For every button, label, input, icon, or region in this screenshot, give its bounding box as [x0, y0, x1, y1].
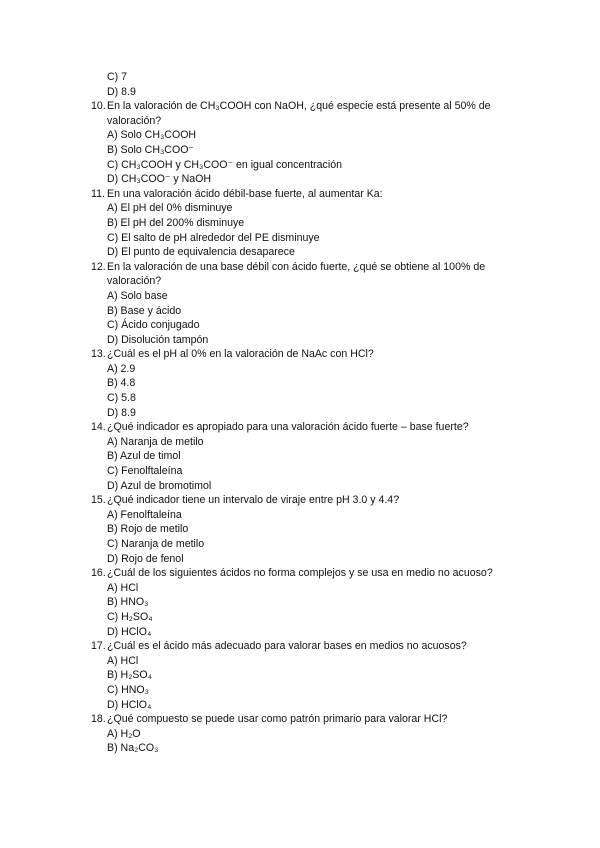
question-text: ¿Qué indicador tiene un intervalo de viraje entre pH 3.0 y 4.4?	[107, 494, 400, 507]
question-text: En la valoración de una base débil con ácido fuerte, ¿qué se obtiene al 100% de	[107, 260, 486, 273]
question-row	[91, 347, 521, 362]
option: C) 5.8	[107, 392, 136, 405]
option: A) Fenolftaleína	[107, 508, 182, 521]
question-row	[91, 260, 521, 275]
question-text: En la valoración de CH₃COOH con NaOH, ¿qué especie está presente al 50% de	[107, 100, 491, 113]
question-text-continuation: valoración?	[107, 114, 162, 127]
question-row	[91, 493, 521, 508]
option: B) H₂SO₄	[107, 669, 152, 682]
question-block	[91, 639, 521, 712]
question-number: 12.	[91, 260, 106, 273]
question-row	[91, 99, 521, 114]
question-block	[91, 347, 521, 420]
question-block	[91, 712, 521, 756]
question-number: 17.	[91, 640, 106, 653]
option: D) HClO₄	[107, 698, 152, 711]
question-number: 15.	[91, 494, 106, 507]
option: B) HNO₃	[107, 596, 149, 609]
question-block	[91, 187, 521, 260]
question-block	[91, 99, 521, 187]
option: A) HCl	[107, 654, 139, 667]
question-row	[91, 420, 521, 435]
question-number: 16.	[91, 567, 106, 580]
question-block	[91, 420, 521, 493]
option: A) H₂O	[107, 727, 141, 740]
question-number: 13.	[91, 348, 106, 361]
option: C) H₂SO₄	[107, 610, 153, 623]
question-text: ¿Qué compuesto se puede usar como patrón primario para valorar HCl?	[107, 713, 448, 726]
question-block	[91, 260, 521, 348]
option: D) 8.9	[107, 406, 136, 419]
question-block	[91, 493, 521, 566]
option: A) El pH del 0% disminuye	[107, 202, 233, 215]
question-number: 18.	[91, 713, 106, 726]
option: C) Naranja de metilo	[107, 538, 205, 550]
option: D) HClO₄	[107, 625, 152, 638]
option: B) Na₂CO₃	[107, 742, 159, 755]
option: D) El punto de equivalencia desaparece	[107, 246, 295, 259]
option: B) Base y ácido	[107, 304, 182, 317]
previous-question-options	[91, 70, 521, 99]
option: C) Fenolftaleína	[107, 465, 183, 478]
option: A) 2.9	[107, 362, 136, 375]
option: C) CH₃COOH y CH₃COO⁻ en igual concentración	[107, 158, 342, 171]
question-text: ¿Cuál es el pH al 0% en la valoración de NaAc con HCl?	[107, 348, 374, 361]
option: C) Ácido conjugado	[107, 319, 200, 332]
option: B) El pH del 200% disminuye	[107, 216, 245, 229]
question-number: 10.	[91, 100, 106, 113]
option: D) Disolución tampón	[107, 333, 209, 346]
question-text: ¿Cuál es el ácido más adecuado para valorar bases en medios no acuosos?	[107, 640, 467, 653]
question-text: ¿Qué indicador es apropiado para una valoración ácido fuerte – base fuerte?	[107, 421, 469, 434]
option: C) 7	[107, 71, 128, 83]
question-row	[91, 639, 521, 654]
option: D) Rojo de fenol	[107, 552, 184, 565]
option: B) Solo CH₃COO⁻	[107, 143, 195, 156]
question-text-continuation: valoración?	[107, 275, 162, 288]
question-number: 11.	[91, 187, 105, 200]
question-row	[91, 566, 521, 581]
option: A) Naranja de metilo	[107, 435, 204, 448]
option: A) Solo CH₃COOH	[107, 129, 197, 142]
option: C) HNO₃	[107, 683, 149, 696]
option: C) El salto de pH alrededor del PE disminuye	[107, 231, 320, 244]
option: D) 8.9	[107, 85, 136, 98]
option: D) Azul de bromotimol	[107, 479, 212, 492]
question-text: ¿Cuál de los siguientes ácidos no forma complejos y se usa en medio no acuoso?	[107, 567, 493, 580]
option: D) CH₃COO⁻ y NaOH	[107, 173, 212, 186]
question-text: En una valoración ácido débil-base fuerte, al aumentar Ka:	[107, 187, 383, 200]
question-row	[91, 187, 521, 202]
question-block	[91, 566, 521, 639]
option: A) HCl	[107, 581, 139, 594]
question-row	[91, 712, 521, 727]
option: B) Azul de timol	[107, 450, 181, 463]
option: B) 4.8	[107, 377, 136, 390]
document-content	[91, 70, 521, 756]
question-list	[91, 99, 521, 756]
option: A) Solo base	[107, 289, 168, 302]
question-number: 14.	[91, 421, 106, 434]
option: B) Rojo de metilo	[107, 523, 189, 536]
